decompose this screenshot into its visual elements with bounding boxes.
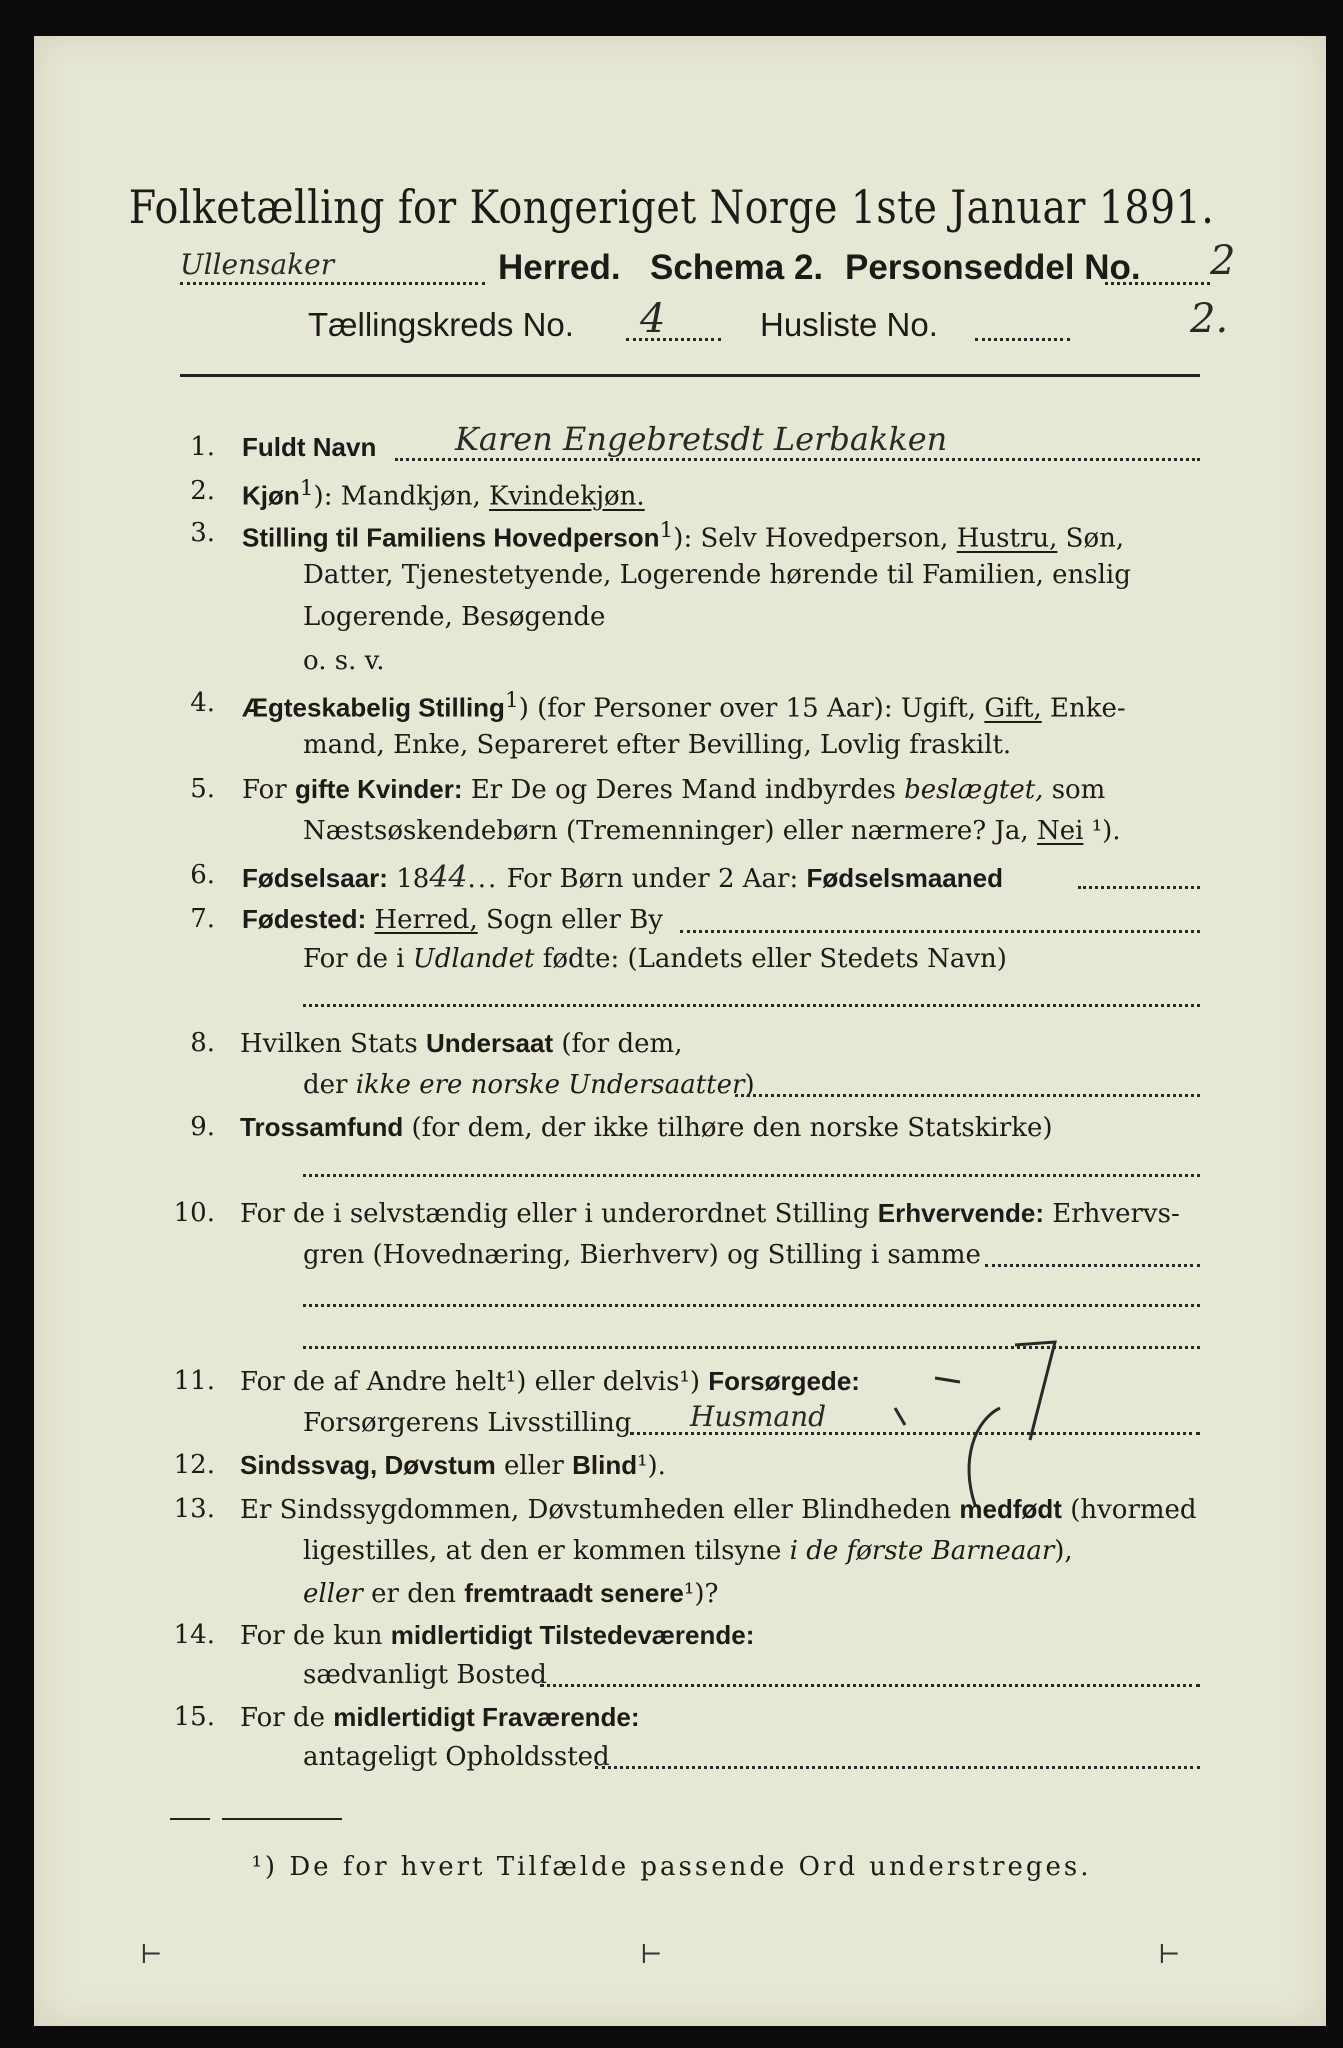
field-5-selected-option: Nei	[1036, 816, 1084, 846]
field-4-text: ) (for Personer over 15 Aar): Ugift,	[518, 693, 977, 724]
field-5-emphasis: beslægtet,	[904, 775, 1044, 805]
field-13-text2: (hvormed	[1070, 1495, 1197, 1525]
field-12-label: Sindssvag, Døvstum	[240, 1450, 496, 1480]
kreds-label: Tællingskreds No.	[308, 306, 574, 343]
field-3-text: ): Selv Hovedperson,	[673, 523, 949, 554]
field-9-label: Trossamfund	[240, 1112, 404, 1142]
field-15-line	[240, 1702, 640, 1733]
field-7-line-2b: fødte: (Landets eller Stedets Navn)	[542, 944, 1007, 974]
field-8-label: Undersaat	[425, 1028, 554, 1058]
field-6-label-2: Fødselsmaaned	[806, 863, 1003, 893]
field-9-number: 9.	[190, 1112, 215, 1142]
field-2-number: 2.	[190, 476, 215, 506]
field-12-text: eller	[504, 1451, 564, 1481]
herred-label: Herred.	[498, 248, 621, 287]
field-4-label: Ægteskabelig Stilling	[242, 692, 505, 723]
schema-label: Schema 2.	[650, 248, 824, 287]
field-11-line-2: Forsørgerens Livsstilling	[303, 1408, 632, 1438]
field-4-selected-option: Gift,	[984, 693, 1042, 724]
field-13-line	[240, 1494, 1197, 1525]
field-2-selected-option: Kvindekjøn.	[488, 481, 645, 512]
field-7-number: 7.	[190, 904, 215, 934]
margin-mark-right-icon: ⊢	[1158, 1940, 1181, 1970]
field-14-number: 14.	[173, 1620, 215, 1650]
field-14-dotted-line	[540, 1684, 1200, 1687]
field-2-text: ): Mandkjøn,	[313, 481, 481, 512]
field-6-line: Fødselsaar: 1844... For Børn under 2 Aar: Fødselsmaaned	[242, 860, 1003, 895]
footnote: ¹) De for hvert Tilfælde passende Ord understreges.	[251, 1852, 1092, 1882]
footnote-rule-short	[170, 1818, 210, 1820]
field-8-number: 8.	[190, 1028, 215, 1058]
field-13-line-3a: er den	[371, 1579, 456, 1609]
kreds-value: 4	[640, 296, 666, 342]
field-6-value: 44	[429, 860, 468, 895]
field-5-pre: For	[242, 775, 287, 805]
field-4-text2: Enke-	[1050, 693, 1126, 724]
field-9-text: (for dem, der ikke tilhøre den norske Statskirke)	[411, 1113, 1053, 1143]
field-13-line-3-label: fremtraadt senere	[464, 1578, 684, 1608]
field-13-line-3-end: ¹)?	[683, 1579, 719, 1609]
footnote-rule	[222, 1818, 342, 1820]
field-5-end: ¹).	[1091, 816, 1121, 846]
field-13-line-2-emphasis: i de første Barneaar	[789, 1536, 1055, 1566]
field-12-line	[240, 1450, 666, 1481]
field-3-line-3: Logerende, Besøgende	[303, 602, 606, 632]
husliste-value: 2.	[1190, 296, 1229, 342]
margin-mark-left-icon: ⊢	[140, 1940, 163, 1970]
field-13-line-2a: ligestilles, at den er kommen tilsyne	[303, 1536, 782, 1566]
field-13-text: Er Sindssygdommen, Døvstumheden eller Blindheden	[240, 1495, 952, 1525]
field-2-label: Kjøn	[242, 480, 300, 511]
field-7-label: Fødested:	[242, 904, 367, 934]
field-14-line	[240, 1620, 754, 1651]
field-13-line-3	[303, 1578, 718, 1609]
field-4-number: 4.	[190, 688, 215, 718]
field-8-text2: (for dem,	[561, 1029, 683, 1059]
field-15-text: For de	[240, 1703, 325, 1733]
field-15-dotted-line	[595, 1766, 1200, 1769]
field-13-line-3-emphasis: eller	[303, 1579, 363, 1609]
field-14-line-2: sædvanligt Bosted	[303, 1660, 547, 1690]
field-3-label: Stilling til Familiens Hovedperson	[242, 522, 660, 553]
field-8-line-2-emphasis: ikke ere norske Undersaatter	[355, 1070, 745, 1100]
field-1-number: 1.	[190, 432, 215, 462]
field-12-end: ¹).	[637, 1451, 666, 1481]
field-11-number: 11.	[173, 1366, 215, 1396]
field-12-number: 12.	[173, 1450, 215, 1480]
field-10-number: 10.	[173, 1198, 215, 1228]
field-6-label: Fødselsaar:	[242, 863, 388, 893]
field-12-label-2: Blind	[572, 1450, 638, 1480]
field-10-text: For de i selvstændig eller i underordnet Stilling	[240, 1199, 870, 1229]
field-7-line-2-emphasis: Udlandet	[412, 944, 535, 974]
field-3-sup: 1	[659, 518, 674, 543]
field-4-line-2: mand, Enke, Separeret efter Bevilling, Lovlig fraskilt.	[303, 730, 1012, 760]
field-1-value: Karen Engebretsdt Lerbakken	[455, 420, 948, 458]
husliste-label: Husliste No.	[760, 306, 938, 343]
field-8-line-2a: der	[303, 1070, 348, 1100]
field-10-label: Erhvervende:	[877, 1198, 1044, 1228]
margin-mark-center-icon: ⊢	[640, 1940, 663, 1970]
field-5-question: Næstsøskendebørn (Tremenninger) eller nærmere? Ja,	[303, 816, 1029, 846]
field-7-selected-option: Herred,	[374, 905, 478, 935]
field-13-label: medfødt	[959, 1494, 1062, 1524]
field-5-number: 5.	[190, 774, 215, 804]
field-3-selected-option: Hustru,	[956, 523, 1058, 554]
field-6-text: For Børn under 2 Aar:	[506, 864, 799, 894]
herred-value: Ullensaker	[180, 248, 335, 281]
field-10-line-2: gren (Hovednæring, Bierhverv) og Stilling i samme	[303, 1240, 981, 1270]
field-15-number: 15.	[173, 1702, 215, 1732]
field-3-line-4: o. s. v.	[303, 646, 385, 676]
field-5-text2: som	[1051, 775, 1106, 805]
personseddel-label: Personseddel No.	[845, 248, 1141, 287]
field-8-line-2: der ikke ere norske Undersaatter)	[303, 1070, 755, 1100]
personseddel-value: 2	[1210, 238, 1236, 284]
field-11-label: Forsørgede:	[708, 1366, 860, 1396]
field-4-sup: 1	[504, 688, 519, 713]
field-3-line-2: Datter, Tjenestetyende, Logerende hørende til Familien, enslig	[303, 560, 1131, 590]
field-10-text2: Erhvervs-	[1052, 1199, 1180, 1229]
field-13-line-2: ligestilles, at den er kommen tilsyne i de første Barneaar),	[303, 1536, 1073, 1566]
field-5-text: Er De og Deres Mand indbyrdes	[470, 775, 896, 805]
field-3-number: 3.	[190, 518, 215, 548]
field-14-label: midlertidigt Tilstedeværende:	[390, 1620, 755, 1650]
field-15-line-2: antageligt Opholdssted	[303, 1742, 610, 1772]
field-6-number: 6.	[190, 860, 215, 890]
field-11-value: Husmand	[690, 1400, 827, 1433]
field-14-text: For de kun	[240, 1621, 383, 1651]
form-title: Folketælling for Kongeriget Norge 1ste Januar 1891.	[128, 180, 1215, 234]
field-15-label: midlertidigt Fraværende:	[333, 1702, 640, 1732]
field-1-label: Fuldt Navn	[242, 432, 377, 462]
field-7-line-2a: For de i	[303, 944, 405, 974]
field-11-text: For de af Andre helt¹) eller delvis¹)	[240, 1367, 700, 1397]
field-13-number: 13.	[173, 1494, 215, 1524]
field-6-prefix: 18	[396, 864, 430, 894]
field-7-text: Sogn eller By	[485, 905, 663, 935]
field-8-text: Hvilken Stats	[240, 1029, 418, 1059]
field-2-sup: 1	[299, 476, 314, 501]
field-3-text2: Søn,	[1065, 523, 1125, 554]
field-5-label: gifte Kvinder:	[294, 774, 463, 804]
